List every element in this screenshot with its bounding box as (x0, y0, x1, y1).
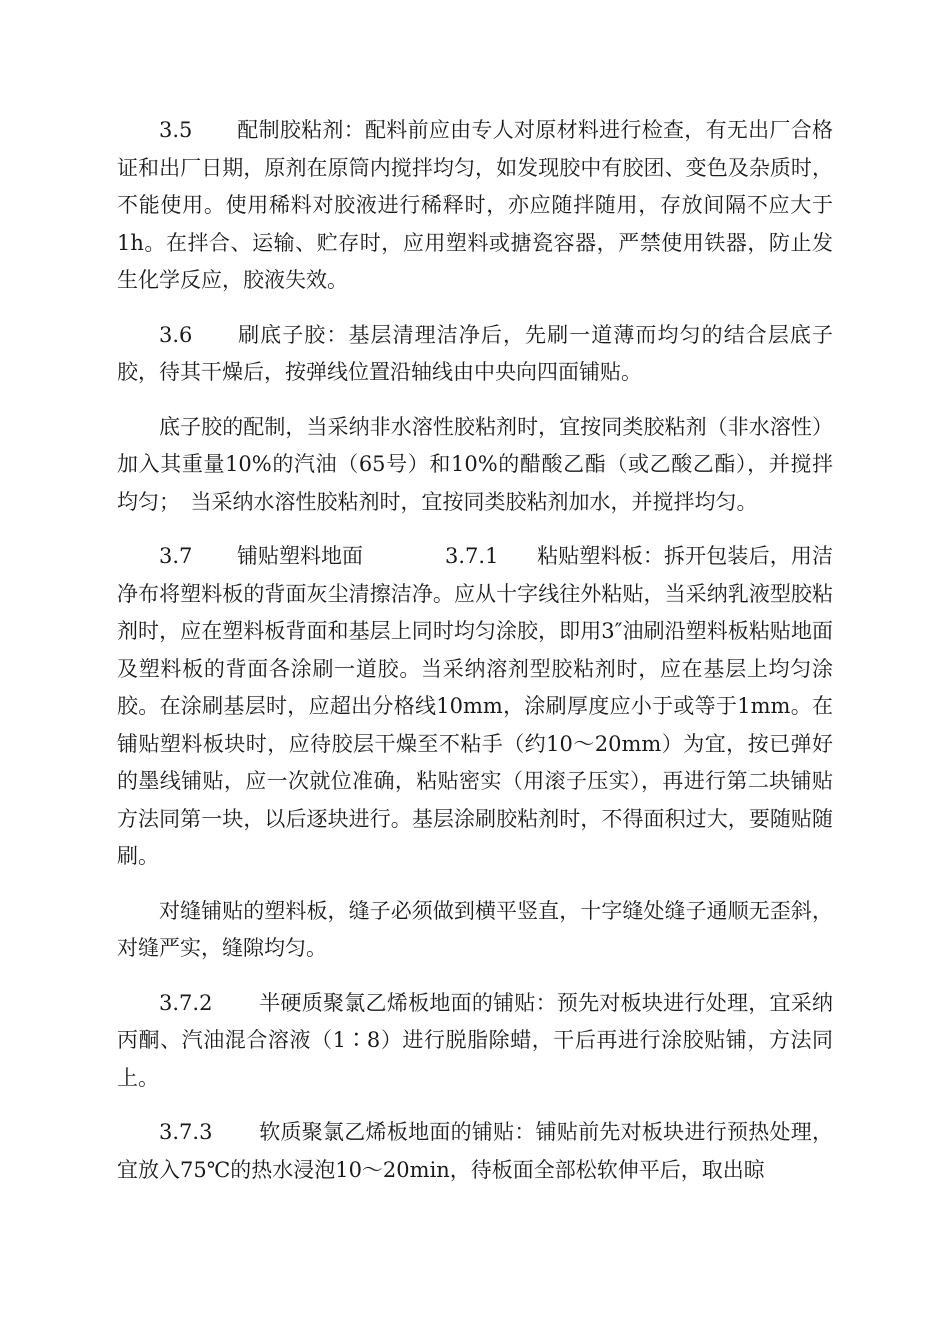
section-number: 3.7 (159, 544, 193, 568)
paragraph-text: 粘贴塑料板：拆开包装后，用洁净布将塑料板的背面灰尘清擦洁净。应从十字线往外粘贴，当采纳乳液型胶粘剂时，应在塑料板背面和基层上同时均匀涂胶，即用3″油刷沿塑料板粘贴地面及塑料板的背面各涂刷一道胶。当采纳溶剂型胶粘剂时，应在基层上均匀涂胶。在涂刷基层时，应超出分格线10mm，涂刷厚度应小于或等于1mm。在铺贴塑料板块时，应待胶层干燥至不粘手（约10～20mm）为宜，按已弹好的墨线铺贴，应一次就位准确，粘贴密实（用滚子压实），再进行第二块铺贴方法同第一块，以后逐块进行。基层涂刷胶粘剂时，不得面积过大，要随贴随刷。 (117, 544, 833, 868)
section-number: 3.6 (159, 322, 193, 347)
paragraph-3-7 (117, 538, 833, 876)
paragraph-text: 底子胶的配制，当采纳非水溶性胶粘剂时，宜按同类胶粘剂（非水溶性）加入其重量10%的汽油（65号）和10%的醋酸乙酯（或乙酸乙酯），并搅拌均匀； 当采纳水溶性胶粘剂时，宜按同类胶粘剂加水，并搅拌均匀。 (117, 414, 833, 514)
section-number: 3.7.2 (159, 990, 213, 1015)
paragraph-3-6 (117, 317, 833, 392)
section-number: 3.7.3 (159, 1120, 213, 1144)
paragraph-primer (117, 409, 833, 522)
paragraph-3-7-2 (117, 985, 833, 1098)
section-number: 3.5 (159, 118, 193, 142)
paragraph-3-7-3 (117, 1114, 833, 1189)
section-title: 铺贴塑料地面 (237, 544, 363, 568)
paragraph-text: 半硬质聚氯乙烯板地面的铺贴：预先对板块进行处理，宜采纳丙酮、汽油混合溶液（1∶8）进行脱脂除蜡，干后再进行涂胶贴铺，方法同上。 (117, 990, 833, 1090)
paragraph-text: 软质聚氯乙烯板地面的铺贴：铺贴前先对板块进行预热处理，宜放入75℃的热水浸泡10～20min，待板面全部松软伸平后，取出晾 (117, 1120, 833, 1182)
document-body (117, 112, 833, 1206)
paragraph-3-5 (117, 112, 833, 300)
paragraph-text: 对缝铺贴的塑料板，缝子必须做到横平竖直，十字缝处缝子通顺无歪斜，对缝严实，缝隙均匀。 (117, 898, 833, 960)
paragraph-text: 刷底子胶：基层清理洁净后，先刷一道薄而均匀的结合层底子胶，待其干燥后，按弹线位置沿轴线由中央向四面铺贴。 (117, 322, 833, 384)
paragraph-joints (117, 893, 833, 968)
paragraph-text: 配制胶粘剂：配料前应由专人对原材料进行检查，有无出厂合格证和出厂日期，原剂在原筒内搅拌均匀，如发现胶中有胶团、变色及杂质时，不能使用。使用稀料对胶液进行稀释时，亦应随拌随用，存放间隔不应大于1h。在拌合、运输、贮存时，应用塑料或搪瓷容器，严禁使用铁器，防止发生化学反应，胶液失效。 (117, 118, 833, 292)
subsection-number: 3.7.1 (445, 544, 499, 568)
